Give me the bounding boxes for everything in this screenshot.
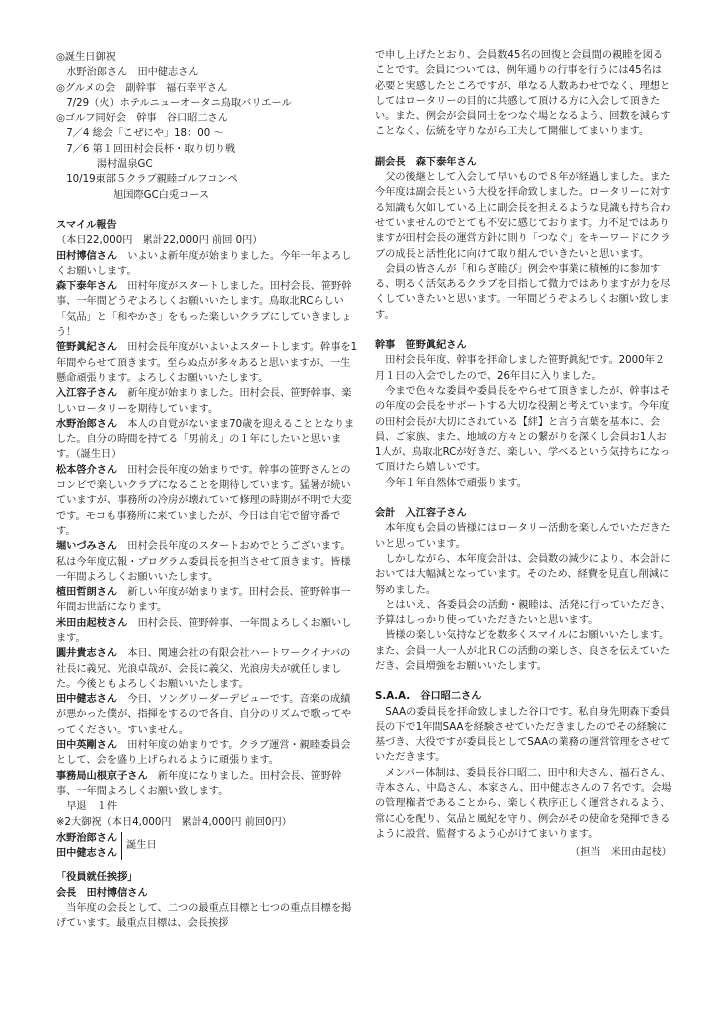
smile-entry <box>56 463 359 539</box>
birthday-name: 田中健志さん <box>56 848 118 860</box>
entry-name: 田中健志さん <box>56 694 118 706</box>
event-line: 水野治郎さん 田中健志さん <box>66 67 199 79</box>
greeting-title: 「役員就任挨拶」 <box>56 872 138 884</box>
entry-text: 田村年度の始まりです。クラブ運営・親睦委員会として、会を盛り上げられるように頑張ります。 <box>56 740 351 767</box>
secretary-paragraph: 今年１年自然体で頑張ります。 <box>385 477 527 489</box>
entry-name: 笹野眞紀さん <box>56 342 118 354</box>
smile-entry <box>56 249 359 280</box>
treasurer-paragraph: 本年度も会員の皆様にはロータリー活動を楽しんでいただきたいと思っています。 <box>375 523 671 550</box>
smile-entry <box>56 646 359 692</box>
entry-text: 田村会長、笹野幹事、一年間よろしくお願いします。 <box>56 617 352 644</box>
birthday-group <box>56 831 359 862</box>
birthday-name: 水野治郎さん <box>56 832 118 844</box>
event-line: ◎グルメの会 副幹事 福石幸平さん <box>56 82 228 94</box>
entry-name: 松本啓介さん <box>56 464 118 476</box>
event-line: 10/19東部５クラブ親睦ゴルフコンペ <box>66 174 238 186</box>
entry-text: 新年度になりました。田村会長、笹野幹事、一年間よろしくお願い致します。 <box>56 770 342 797</box>
smile-entry <box>56 692 359 738</box>
birthday-bracket <box>121 832 157 860</box>
event-line: 7／6 第１回田村会長杯・取り切り戦 <box>66 143 236 155</box>
entry-text: 本日、関連会社の有限会社ハートワークイナバの社長に義兄、光浪卓哉が、会長に義父、光浪房夫が就任しました。今後ともよろしくお願いいたします。 <box>56 648 351 690</box>
entry-name: 米田由起枝さん <box>56 617 128 629</box>
smile-entry <box>56 738 359 769</box>
smile-entries <box>56 249 359 800</box>
smile-entry <box>56 279 359 340</box>
event-line: ◎誕生日御祝 <box>56 52 116 63</box>
entry-text: いよいよ新年度が始まりました。今年一年よろしくお願いします。 <box>56 250 352 277</box>
entry-name: 田中英剛さん <box>56 740 118 752</box>
event-line: 7／4 総会「こぜにや」18：00 ～ <box>66 128 224 140</box>
secretary-heading: 幹事 笹野眞紀さん <box>375 340 467 352</box>
entry-text: 新しい年度が始まります。田村会長、笹野幹事一年間お世話になります。 <box>56 587 351 614</box>
entry-name: 森下泰年さん <box>56 281 118 293</box>
events-list <box>56 50 359 203</box>
event-line: 7/29（火）ホテルニューオータニ鳥取バリエール <box>66 97 292 109</box>
double-celebration-title: ※2大御祝（本日4,000円 累計4,000円 前回0円） <box>56 816 292 828</box>
entry-text: 今日、ソングリーダーデビューです。音楽の成績が悪かった僕が、指揮をするので各自、自分のリズムで歌ってやってください。すいません。 <box>56 694 352 736</box>
right-column <box>375 48 672 861</box>
saa-paragraph: メンバー体制は、委員長谷口昭二、田中和夫さん、福石さん、寺本さん、中島さん、本家さん、田中健志さんの７名です。会場の管理権者であることから、楽しく秩序正しく運営されるよう、常に心を配り、気品と風紀を守り、例会がその使命を発揮できるように設営、監督するよう心がけてまいります。 <box>375 767 672 840</box>
event-line: 湯村温泉GC <box>96 159 153 171</box>
treasurer-paragraph: 皆様の楽しい気持などを数多くスマイルにお願いいたします。また、会員一人一人が北ＲＣの活動の楽しさ、良さを伝えていただき、会員増強をお願いいたします。 <box>375 630 671 672</box>
president-text: 当年度の会長として、二つの最重点目標と七つの重点目標を掲げています。最重点目標は、会長挨拶 <box>56 903 352 930</box>
smile-entry <box>56 340 359 386</box>
smile-entry <box>56 417 359 463</box>
president-text-continued: で申し上げたとおり、会員数45名の回復と会員間の親睦を図ることです。会員については、例年通りの行事を行うには45名は必要と実感したところですが、単なる人数あわせでなく、理想としてはロータリーの目的に共感して頂ける方に入会して頂きたい。また、例会が会員同士をつなぐ場となるよう、回数を減らすことなく、伝統を守りながら工夫して開催してまいります。 <box>375 50 671 138</box>
left-column <box>56 50 359 932</box>
smile-entry <box>56 585 359 616</box>
president-heading: 会長 田村博信さん <box>56 887 148 899</box>
birthday-names <box>56 831 117 862</box>
entry-text: 田村会長年度のスタートおめでとうございます。私は今年度広報・プログラム委員長を担当させて頂きます。皆様一年間よろしくお願いいたします。 <box>56 541 351 583</box>
entry-name: 水野治郎さん <box>56 418 118 430</box>
entry-text: 新年度が始まりました。田村会長、笹野幹事、楽しいロータリーを期待しています。 <box>56 388 352 415</box>
secretary-paragraph: 今まで色々な委員や委員長をやらせて頂きましたが、幹事はその年度の会長をサポートする大切な役割と考えています。今年度の田村会長が大切にされている【絆】と言う言葉を基本に、会員、ご家族、また、地域の方々との繋がりを深くし会員お1人お1人が、鳥取北RCが好きだ、楽しい、学べるという気持ちになって頂けたら嬉しいです。 <box>375 385 671 474</box>
entry-name: 堀いづみさん <box>56 541 118 553</box>
event-line: ◎ゴルフ同好会 幹事 谷口昭二さん <box>56 113 228 125</box>
vice-president-heading: 副会長 森下泰年さん <box>375 156 477 168</box>
treasurer-heading: 会計 入江容子さん <box>375 508 467 520</box>
entry-name: 圓井貴志さん <box>56 648 118 660</box>
saa-paragraph: SAAの委員長を拝命致しました谷口です。私自身先期森下委員長の下で1年間SAAを経験させていただきましたのでその経験に基づき、大役ですが委員長としてSAAの業務の運営管理をさせていただきます。 <box>375 706 671 764</box>
saa-heading: S.A.A. 谷口昭二さん <box>375 691 482 703</box>
entry-name: 田村博信さん <box>56 250 118 262</box>
event-line: 旭国際GC白兎コース <box>113 189 210 201</box>
entry-name: 植田哲朗さん <box>56 587 118 599</box>
smile-entry <box>56 386 359 417</box>
secretary-paragraph: 田村会長年度、幹事を拝命しました笹野眞紀です。2000年２月１日の入会でしたので、26年目に入りました。 <box>375 355 665 382</box>
vice-president-paragraph: 父の後継として入会して早いもので８年が経過しました。また今年度は副会長という大役を拝命致しました。ロータリーに対する知識も欠如している上に副会長を担えるような見識も持ち合わせていませんのでとても不安に感じております。力不足ではありますが田村会長の運営方針に則り「つなぐ」をキーワードにクラブの成長と活性化に向けて取り組んでいきたいと思います。 <box>375 172 671 260</box>
smile-entry <box>56 769 359 800</box>
entry-name: 入江容子さん <box>56 388 118 400</box>
birthday-label: 誕生日 <box>126 840 157 852</box>
treasurer-paragraph: とはいえ、各委員会の活動・親睦は、活発に行っていただき、予算はしっかり使っていただきたいと思います。 <box>375 599 671 627</box>
entry-text: 田村会長年度の始まりです。幹事の笹野さんとのコンビで楽しいクラブになることを期待しています。猛暑が続いていますが、事務所の冷房が壊れていて修理の時期が不明で大変です。モコも事務所に来ていましたが、今日は自宅で留守番です。 <box>56 464 352 537</box>
smile-entry <box>56 539 359 585</box>
entry-text: 本人の自覚がないまま70歳を迎えることとなりました。自分の時間を持てる「男前え」の１年にしたいと思います。（誕生日） <box>56 418 355 461</box>
smile-report-title: スマイル報告 <box>56 219 117 231</box>
entry-text: 田村会長年度がいよいよスタートします。幹事を1年間やらせて頂きます。至らぬ点が多々あると思いますが、一生懸命頑張ります。よろしくお願いいたします。 <box>56 342 358 384</box>
entry-name: 事務局山根京子さん <box>56 770 148 782</box>
treasurer-paragraph: しかしながら、本年度会計は、会員数の減少により、本会計においては大幅減となっています。そのため、経費を見直し削減に努めました。 <box>375 553 671 596</box>
entry-text: 田村年度がスタートしました。田村会長、笹野幹事、一年間どうぞよろしくお願いいたします。鳥取北RCらしい「気品」と「和やかさ」をもった楽しいクラブにしていきましょう！ <box>56 281 352 339</box>
author-credit: （担当 米田由起枝） <box>570 847 672 859</box>
vice-president-paragraph: 会員の皆さんが「和らぎ睦び」例会や事業に積極的に参加する、明るく活気あるクラブを目指して微力ではありますが力を尽くしていきたいと思います。一年間どうぞよろしくお願い致します。 <box>375 263 671 321</box>
early-leave-note: 早退 １件 <box>66 801 118 813</box>
smile-summary: （本日22,000円 累計22,000円 前回 0円） <box>56 235 263 247</box>
smile-entry <box>56 616 359 647</box>
